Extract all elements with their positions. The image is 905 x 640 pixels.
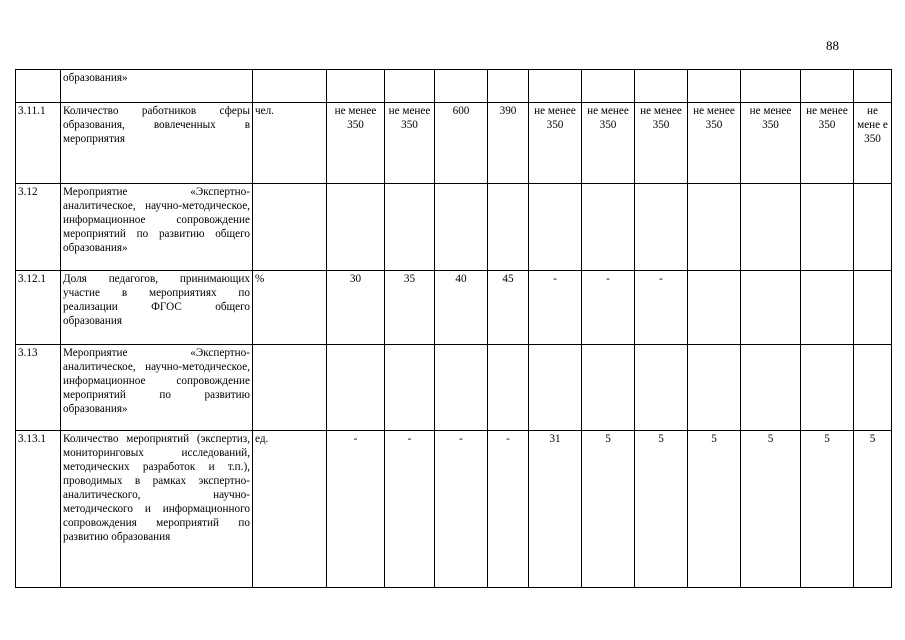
- row-value-cell: 40: [435, 271, 488, 345]
- table-row: [16, 70, 892, 103]
- row-value-cell: 5: [688, 431, 741, 588]
- row-value-cell: [688, 184, 741, 271]
- row-name-cell: Мероприятие «Экспертно-аналитическое, научно-методическое, информационное сопровождение мероприятий по развитию образования»: [61, 345, 253, 431]
- row-value-cell: [435, 70, 488, 103]
- row-value-cell: [488, 184, 529, 271]
- row-value-cell: [582, 345, 635, 431]
- row-value-cell: [801, 70, 854, 103]
- row-value-cell: не менее 350: [529, 103, 582, 184]
- row-value-cell: 5: [741, 431, 801, 588]
- row-code-cell: 3.12: [16, 184, 61, 271]
- row-value-cell: [688, 271, 741, 345]
- row-value-cell: [435, 184, 488, 271]
- row-value-cell: [801, 271, 854, 345]
- row-value-cell: [854, 345, 892, 431]
- row-value-cell: [801, 184, 854, 271]
- row-value-cell: [327, 345, 385, 431]
- row-unit-cell: %: [253, 271, 327, 345]
- row-value-cell: 35: [385, 271, 435, 345]
- row-value-cell: [854, 184, 892, 271]
- row-value-cell: 30: [327, 271, 385, 345]
- row-value-cell: [635, 345, 688, 431]
- row-value-cell: 45: [488, 271, 529, 345]
- row-value-cell: не менее 350: [635, 103, 688, 184]
- row-value-cell: 390: [488, 103, 529, 184]
- row-value-cell: [635, 184, 688, 271]
- row-value-cell: [385, 345, 435, 431]
- row-value-cell: [741, 70, 801, 103]
- row-value-cell: [488, 345, 529, 431]
- row-code-cell: 3.12.1: [16, 271, 61, 345]
- row-unit-cell: [253, 70, 327, 103]
- row-value-cell: [582, 70, 635, 103]
- row-code-cell: 3.13: [16, 345, 61, 431]
- row-name-cell: Доля педагогов, принимающих участие в мероприятиях по реализации ФГОС общего образования: [61, 271, 253, 345]
- row-name-cell: образования»: [61, 70, 253, 103]
- row-value-cell: [385, 70, 435, 103]
- row-value-cell: 5: [582, 431, 635, 588]
- row-value-cell: [741, 345, 801, 431]
- row-value-cell: [327, 184, 385, 271]
- row-value-cell: 5: [801, 431, 854, 588]
- row-value-cell: [488, 70, 529, 103]
- row-value-cell: [529, 70, 582, 103]
- row-value-cell: [582, 184, 635, 271]
- row-value-cell: [741, 271, 801, 345]
- table-row: [16, 103, 892, 184]
- row-value-cell: [741, 184, 801, 271]
- row-code-cell: 3.13.1: [16, 431, 61, 588]
- row-value-cell: [688, 70, 741, 103]
- row-value-cell: не менее 350: [582, 103, 635, 184]
- table-row: [16, 431, 892, 588]
- page-number: 88: [826, 38, 839, 53]
- row-value-cell: [435, 345, 488, 431]
- row-value-cell: -: [385, 431, 435, 588]
- row-value-cell: 600: [435, 103, 488, 184]
- row-value-cell: [801, 345, 854, 431]
- row-name-cell: Мероприятие «Экспертно-аналитическое, научно-методическое, информационное сопровождение мероприятий по развитию общего образования»: [61, 184, 253, 271]
- row-value-cell: 5: [635, 431, 688, 588]
- row-name-cell: Количество работников сферы образования, вовлеченных в мероприятия: [61, 103, 253, 184]
- row-value-cell: не менее 350: [327, 103, 385, 184]
- row-value-cell: -: [529, 271, 582, 345]
- row-unit-cell: [253, 184, 327, 271]
- row-value-cell: -: [488, 431, 529, 588]
- row-value-cell: [385, 184, 435, 271]
- table-row: [16, 184, 892, 271]
- row-value-cell: -: [327, 431, 385, 588]
- table-row: [16, 345, 892, 431]
- row-value-cell: [529, 345, 582, 431]
- table-row: [16, 271, 892, 345]
- row-unit-cell: чел.: [253, 103, 327, 184]
- row-unit-cell: ед.: [253, 431, 327, 588]
- row-value-cell: [327, 70, 385, 103]
- row-value-cell: -: [435, 431, 488, 588]
- row-code-cell: [16, 70, 61, 103]
- row-value-cell: не менее 350: [741, 103, 801, 184]
- row-unit-cell: [253, 345, 327, 431]
- row-value-cell: [854, 70, 892, 103]
- indicators-table: [15, 69, 892, 588]
- row-value-cell: -: [582, 271, 635, 345]
- row-value-cell: [529, 184, 582, 271]
- row-value-cell: не менее 350: [385, 103, 435, 184]
- row-value-cell: [854, 271, 892, 345]
- row-value-cell: [688, 345, 741, 431]
- row-value-cell: [635, 70, 688, 103]
- row-value-cell: 31: [529, 431, 582, 588]
- row-value-cell: -: [635, 271, 688, 345]
- row-name-cell: Количество мероприятий (экспертиз, мониторинговых исследований, методических разработок и т.п.), проводимых в рамках экспертно-аналитического, научно-методического и информационного сопровождения мероприятий по развитию образования: [61, 431, 253, 588]
- row-value-cell: не менее 350: [688, 103, 741, 184]
- row-code-cell: 3.11.1: [16, 103, 61, 184]
- row-value-cell: 5: [854, 431, 892, 588]
- row-value-cell: не мене е 350: [854, 103, 892, 184]
- row-value-cell: не менее 350: [801, 103, 854, 184]
